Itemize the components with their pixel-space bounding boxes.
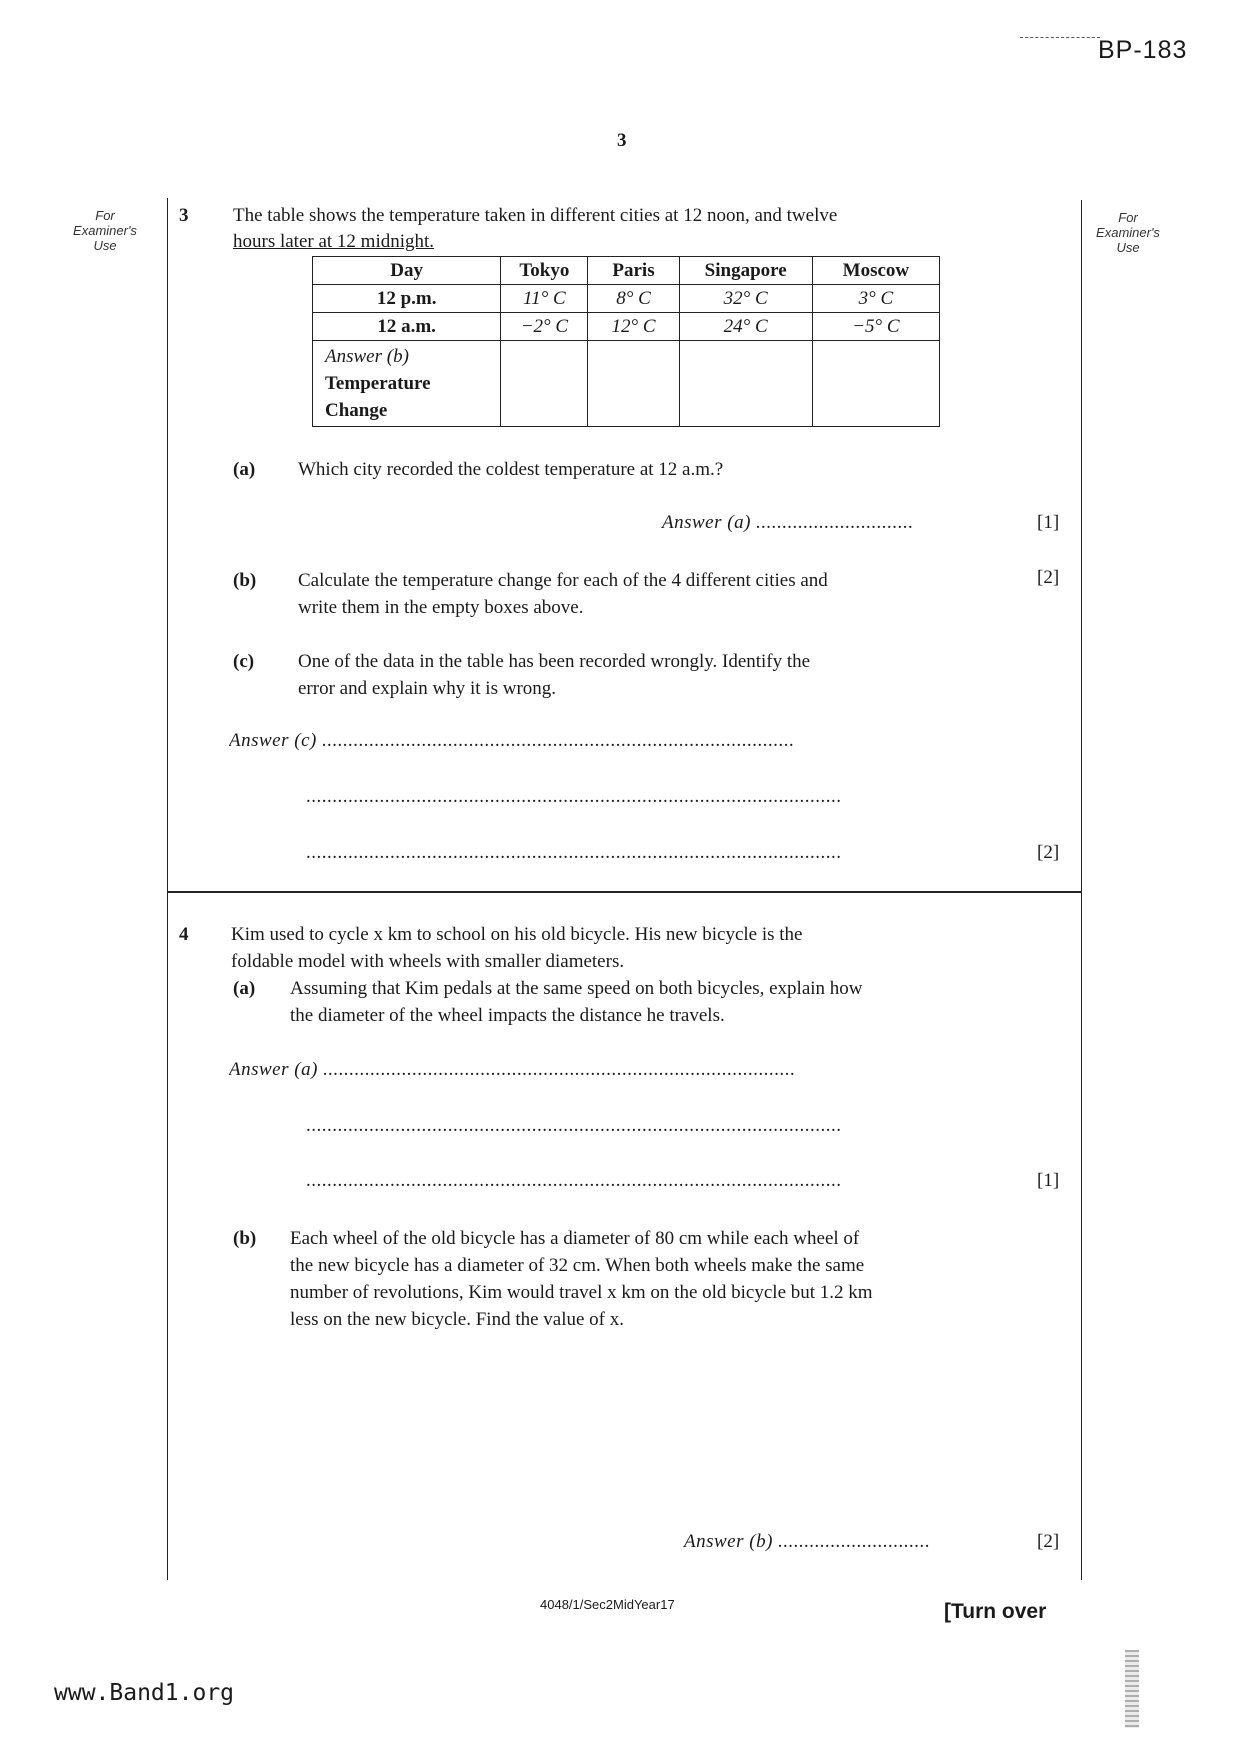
answer-box-paris[interactable] bbox=[588, 341, 679, 427]
scan-stamp-mark bbox=[1125, 1650, 1139, 1728]
q4a-marks: [1] bbox=[1037, 1170, 1060, 1191]
q4a-answer-dots-2[interactable]: ...................................................................................................... bbox=[306, 1170, 842, 1191]
document-code: BP-183 bbox=[1098, 36, 1188, 64]
table-header-row bbox=[313, 257, 940, 285]
q3c-text-line2: error and explain why it is wrong. bbox=[298, 678, 557, 699]
footer-code: 4048/1/Sec2MidYear17 bbox=[540, 1597, 675, 1612]
table-cell: 32° C bbox=[679, 285, 812, 313]
q3-number: 3 bbox=[179, 205, 189, 226]
q4b-text-line1: Each wheel of the old bicycle has a diameter of 80 cm while each wheel of bbox=[290, 1228, 860, 1249]
q3a-label: (a) bbox=[233, 459, 256, 480]
table-row bbox=[313, 285, 940, 313]
q3b-label: (b) bbox=[233, 570, 257, 591]
website-watermark: www.Band1.org bbox=[54, 1680, 235, 1706]
q4b-text-line3: number of revolutions, Kim would travel x km on the old bicycle but 1.2 km bbox=[290, 1282, 873, 1303]
page-number: 3 bbox=[617, 130, 627, 151]
q3c-answer-dots-2[interactable]: ...................................................................................................... bbox=[306, 842, 842, 863]
table-cell: 12° C bbox=[588, 313, 679, 341]
q3c-answer-dots-1[interactable]: ...................................................................................................... bbox=[306, 786, 842, 807]
q3b-marks: [2] bbox=[1037, 567, 1060, 588]
q3a-text: Which city recorded the coldest temperature at 12 a.m.? bbox=[298, 459, 724, 480]
left-margin-rule bbox=[167, 198, 168, 1580]
q4-intro-line1: Kim used to cycle x km to school on his old bicycle. His new bicycle is the bbox=[231, 924, 803, 945]
q4b-answer-line[interactable]: Answer (b) ............................. bbox=[684, 1531, 931, 1552]
q4b-label: (b) bbox=[233, 1228, 257, 1249]
table-cell: 12 a.m. bbox=[313, 313, 501, 341]
answer-box-tokyo[interactable] bbox=[501, 341, 588, 427]
table-cell: 12 p.m. bbox=[313, 285, 501, 313]
table-cell: 3° C bbox=[812, 285, 939, 313]
q4b-text-line4: less on the new bicycle. Find the value of x. bbox=[290, 1309, 625, 1330]
table-header-cell: Tokyo bbox=[501, 257, 588, 285]
q4a-text-line1: Assuming that Kim pedals at the same speed on both bicycles, explain how bbox=[290, 978, 863, 999]
left-examiner-note: For Examiner's Use bbox=[73, 208, 137, 253]
q4a-label: (a) bbox=[233, 978, 256, 999]
table-cell: −5° C bbox=[812, 313, 939, 341]
answer-box-moscow[interactable] bbox=[812, 341, 939, 427]
q4a-answer-line[interactable]: Answer (a) .......................................................................................... bbox=[229, 1059, 796, 1080]
table-cell: 8° C bbox=[588, 285, 679, 313]
q3c-answer-line[interactable]: Answer (c) .......................................................................................... bbox=[229, 730, 795, 751]
right-examiner-note: For Examiner's Use bbox=[1096, 210, 1160, 255]
q4-number: 4 bbox=[179, 924, 189, 945]
q3-intro-line1: The table shows the temperature taken in different cities at 12 noon, and twelve bbox=[233, 205, 838, 226]
temperature-table bbox=[312, 256, 940, 427]
q3b-text-line2: write them in the empty boxes above. bbox=[298, 597, 584, 618]
q3-intro-line2: hours later at 12 midnight. bbox=[233, 231, 435, 252]
table-answer-row bbox=[313, 341, 940, 427]
table-header-cell: Paris bbox=[588, 257, 679, 285]
table-cell: 11° C bbox=[501, 285, 588, 313]
q4b-text-line2: the new bicycle has a diameter of 32 cm. When both wheels make the same bbox=[290, 1255, 865, 1276]
question-divider bbox=[167, 891, 1082, 893]
q4b-marks: [2] bbox=[1037, 1531, 1060, 1552]
answer-row-label: Answer (b) Temperature Change bbox=[313, 341, 501, 427]
q3a-marks: [1] bbox=[1037, 512, 1060, 533]
turn-over-label: [Turn over bbox=[944, 1600, 1047, 1623]
table-header-cell: Singapore bbox=[679, 257, 812, 285]
right-margin-rule bbox=[1081, 200, 1082, 1580]
q3c-marks: [2] bbox=[1037, 842, 1060, 863]
table-row bbox=[313, 313, 940, 341]
table-header-cell: Moscow bbox=[812, 257, 939, 285]
q4a-text-line2: the diameter of the wheel impacts the distance he travels. bbox=[290, 1005, 725, 1026]
table-cell: 24° C bbox=[679, 313, 812, 341]
q4-intro-line2: foldable model with wheels with smaller diameters. bbox=[231, 951, 625, 972]
answer-box-singapore[interactable] bbox=[679, 341, 812, 427]
q3a-answer-line[interactable]: Answer (a) .............................. bbox=[662, 512, 914, 533]
table-cell: −2° C bbox=[501, 313, 588, 341]
q4a-answer-dots-1[interactable]: ...................................................................................................... bbox=[306, 1115, 842, 1136]
q3b-text-line1: Calculate the temperature change for each of the 4 different cities and bbox=[298, 570, 828, 591]
header-dash-line bbox=[1020, 37, 1100, 38]
q3c-text-line1: One of the data in the table has been recorded wrongly. Identify the bbox=[298, 651, 811, 672]
table-header-cell: Day bbox=[313, 257, 501, 285]
q3c-label: (c) bbox=[233, 651, 255, 672]
